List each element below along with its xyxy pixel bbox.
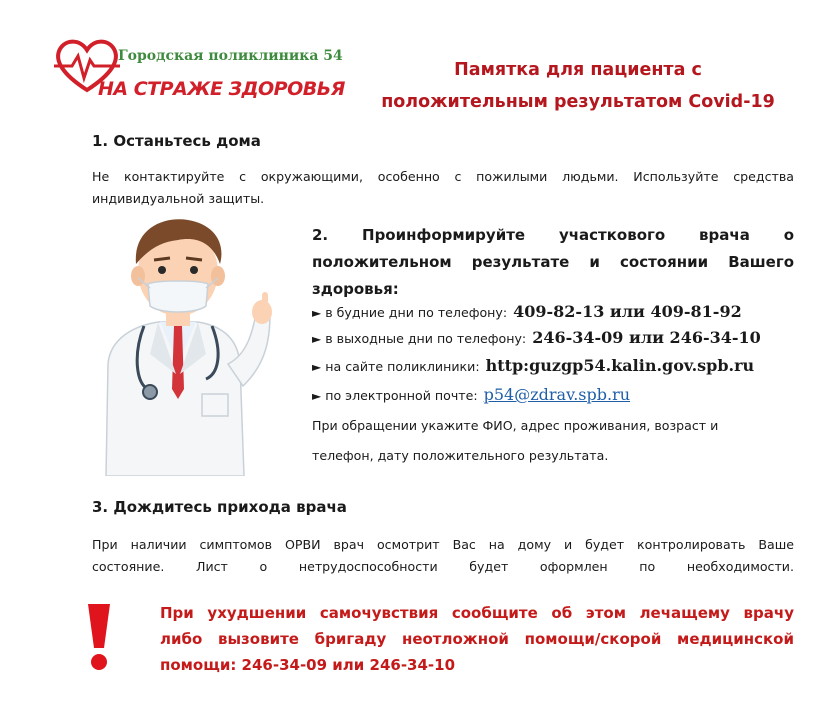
arrow-icon: ► bbox=[312, 306, 322, 320]
page-title bbox=[352, 54, 804, 118]
section-2-note-line-1: При обращении укажите ФИО, адрес проживания, возраст и bbox=[312, 418, 719, 433]
section-3-text-line-1: При наличии симптомов ОРВИ врач осмотрит Вас на дому и будет контролировать Ваше bbox=[92, 537, 794, 552]
clinic-slogan: НА СТРАЖЕ ЗДОРОВЬЯ bbox=[98, 78, 345, 100]
section-2-note-line-2: телефон, дату положительного результата. bbox=[312, 448, 609, 463]
doctor-illustration bbox=[78, 214, 278, 476]
contact-weekends bbox=[312, 328, 761, 347]
contact-weekdays bbox=[312, 302, 742, 321]
contact-label: в будние дни по телефону: bbox=[325, 305, 508, 320]
contact-website-url[interactable]: http:guzgp54.kalin.gov.spb.ru bbox=[485, 356, 755, 375]
email-link[interactable]: p54@zdrav.spb.ru bbox=[483, 385, 631, 404]
contact-email bbox=[312, 385, 630, 404]
arrow-icon: ► bbox=[312, 389, 322, 403]
warning-line-1: При ухудшении самочувствия сообщите об этом лечащему врачу bbox=[160, 604, 794, 622]
warning-line-2: либо вызовите бригаду неотложной помощи/скорой медицинской bbox=[160, 630, 794, 648]
title-line-2: положительным результатом Covid-19 bbox=[381, 92, 775, 112]
section-3-text-line-2: состояние. Лист о нетрудоспособности будет оформлен по необходимости. bbox=[92, 559, 794, 574]
section-2-heading-line-3: здоровья: bbox=[312, 280, 399, 298]
contact-label: по электронной почте: bbox=[325, 388, 478, 403]
section-2-heading bbox=[312, 222, 794, 303]
section-2-heading-line-1: 2. Проинформируйте участкового врача о bbox=[312, 226, 794, 244]
warning-line-3: помощи: 246-34-09 или 246-34-10 bbox=[160, 656, 456, 674]
title-line-1: Памятка для пациента с bbox=[454, 60, 702, 80]
clinic-name: Городская поликлиника 54 bbox=[118, 48, 343, 64]
section-1-heading: 1. Останьтесь дома bbox=[92, 132, 261, 150]
arrow-icon: ► bbox=[312, 332, 322, 346]
section-3-heading: 3. Дождитесь прихода врача bbox=[92, 498, 347, 516]
warning-message bbox=[160, 600, 794, 678]
contact-phone: 246-34-09 или 246-34-10 bbox=[532, 328, 761, 347]
arrow-icon: ► bbox=[312, 360, 322, 374]
section-1-text: Не контактируйте с окружающими, особенно с пожилыми людьми. Используйте средства индивидуальной защиты. bbox=[92, 169, 794, 206]
contact-label: в выходные дни по телефону: bbox=[325, 331, 527, 346]
section-2-heading-line-2: положительном результате и состоянии Вашего bbox=[312, 253, 794, 271]
contact-website bbox=[312, 356, 754, 375]
contact-phone: 409-82-13 или 409-81-92 bbox=[513, 302, 742, 321]
contact-label: на сайте поликлиники: bbox=[325, 359, 480, 374]
clinic-logo bbox=[52, 36, 352, 112]
exclamation-icon bbox=[78, 602, 120, 672]
